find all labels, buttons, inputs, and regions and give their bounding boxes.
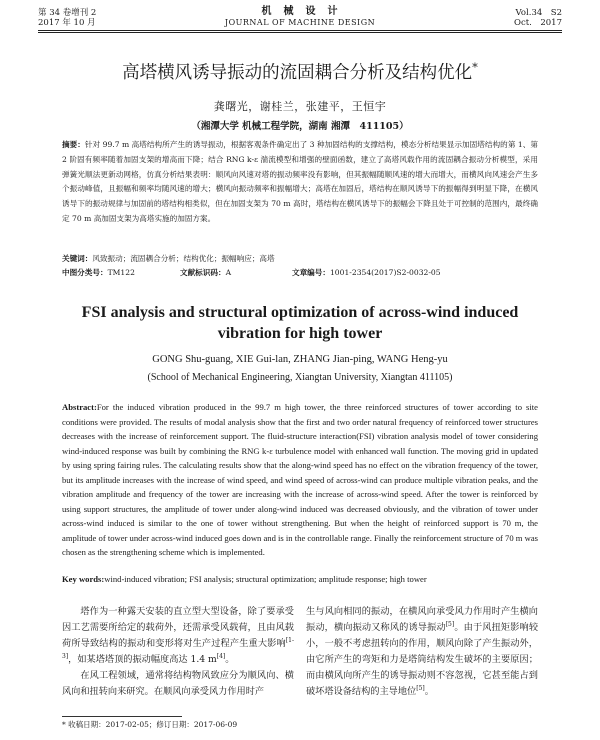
keywords-en xyxy=(62,572,538,587)
doccode-value: A xyxy=(225,268,232,277)
body-col2-p1-tail: 。 xyxy=(424,686,434,697)
authors-cn: 龚曙光，谢桂兰，张建平，王恒宇 xyxy=(213,100,387,113)
header-date-en: Oct. 2017 xyxy=(514,18,562,28)
body-col2-p1-text: 生与风向相同的振动，在横风向承受风力作用时产生横向振动，横向振动又称风的诱导振动 xyxy=(306,606,538,633)
body-column-1 xyxy=(62,604,294,700)
abstract-cn-label: 摘要： xyxy=(62,140,85,149)
body-col1-p1-tail: 。 xyxy=(225,654,235,665)
clc-value: TM122 xyxy=(107,268,135,277)
keywords-en-text: wind-induced vibration; FSI analysis; structural optimization; amplitude response; high tower xyxy=(104,574,427,584)
citation: [5] xyxy=(445,620,455,628)
keywords-cn-label: 关键词： xyxy=(62,254,93,263)
header-date-cn: 2017 年 10 月 xyxy=(38,18,96,28)
header-journal-cn: 机 械 设 计 xyxy=(261,6,339,17)
articleno-block xyxy=(292,268,441,277)
clc-label: 中图分类号： xyxy=(62,268,108,277)
abstract-en xyxy=(62,400,538,560)
citation: [4] xyxy=(216,652,226,660)
title-footnote-mark: * xyxy=(472,60,478,75)
paper-title-cn-text: 高塔横风诱导振动的流固耦合分析及结构优化 xyxy=(122,63,473,83)
abstract-cn-text: 针对 99.7 m 高塔结构所产生的诱导振动，根据客观条件确定出了 3 种加固结构的支撑结构，模态分析结果显示加固塔结构的第 1、第 2 阶固有频率随着加固支架的增高而下降；结合 RNG k-ε 湍流模型和增强的壁面函数，建立了高塔风载作用的流固耦合振动分析模型，采用弹簧光顺法更新动网格，仿真分析结果表明：顺风向风速对塔的振动频率没有影响，但其振幅随顺风速的增大而增大，而横风向风速会产生多个振动峰值，且振幅和频率均随风速的增大；横风向振动频率和振幅增大；高塔在加固后，塔结构在顺风诱导下的振幅得到明显下降，在横风诱导下的振动规律与加固前的塔结构相类似，但在加固支架为 70 m 高时，塔结构在横风诱导下的振幅会下降且处于可控制的范围内，最终确定 70 m 高加固支架为高塔实施的加固方案。 xyxy=(62,140,539,223)
footnote-rule xyxy=(62,716,182,717)
abstract-en-label: Abstract: xyxy=(62,402,97,412)
header-rule xyxy=(38,30,562,31)
body-col1-paragraph-1 xyxy=(62,604,294,668)
header-volume-cn: 第 34 卷增刊 2 xyxy=(38,8,97,18)
body-col1-p1-text: 塔作为一种露天安装的直立型大型设备，除了要承受因工艺需要所给定的载荷外，还需承受风载荷，且由风载荷所导致结构的振动和变形将对生产过程产生重大影响 xyxy=(62,606,294,649)
articleno-value: 1001-2354(2017)S2-0032-05 xyxy=(329,268,441,277)
abstract-en-text: For the induced vibration produced in the 99.7 m high tower, the three reinforced structures of tower according to site conditions were provided. The results of modal analysis show that the first and two order natural frequency of reinforced tower structures decreases with the increase of reinforcement support. The fluid-structure interaction(FSI) vibration analysis model of tower considering wind-induced response was built by combining the RNG k-ε turbulence model with enhanced wall function. The moving grid in updated by using spring fairing rules. The calculating results show that the along-wind speed has no effect on the vibration frequency of the tower, but its amplitude increases with the increase of wind speed, and wind speed of across-wind can produce multiple vibration peaks, and the vibration amplitude and frequency of the tower are increasing with the increase of across-wind speed. After the tower is reinforced by using support structures, the amplitude of tower under along-wind induced was decreased obviously, and the vibration of tower under across-wind induced is similar to the one of tower without strengthening. But when the height of reinforced support is 70 m, the amplitude of tower under across-wind induced goes down and is in the controllable range. Finally the reinforcement structure of 70 m was chosen as the strengthening scheme which is implemented. xyxy=(62,402,538,557)
body-column-2 xyxy=(306,604,538,700)
body-col2-paragraph-1 xyxy=(306,604,538,700)
header-volume-en: Vol.34 S2 xyxy=(515,8,562,18)
keywords-cn xyxy=(62,252,538,267)
paper-title-en-line-2: vibration for high tower xyxy=(217,325,383,342)
doccode-label: 文献标识码： xyxy=(180,268,226,277)
paper-title-cn xyxy=(0,62,600,84)
footnote-received: * 收稿日期：2017-02-05；修订日期：2017-06-09 xyxy=(62,720,238,729)
body-col2-p1-b: 。由于风扭矩影响较小，一般不考虑扭转向的作用，顺风向除了产生振动外，由它所产生的弯矩和力是塔筒结构发生破坏的主要原因；而由横风向所产生的诱导振动则不容忽视，它甚至能占到破坏塔设备结构的主导地位 xyxy=(306,622,539,697)
affiliation-cn: （湘潭大学 机械工程学院，湖南 湘潭 411105） xyxy=(191,121,409,132)
abstract-cn xyxy=(62,138,538,227)
paper-title-en-line-1: FSI analysis and structural optimization of across-wind induced xyxy=(81,304,519,321)
body-col1-paragraph-2: 在风工程领域，通常将结构物风致应分为顺风向、横风向和扭转向来研究。在顺风向承受风力作用时产 xyxy=(62,670,294,697)
paper-title-en xyxy=(0,302,600,344)
classification-line xyxy=(62,266,538,281)
affiliation-en: (School of Mechanical Engineering, Xiangtan University, Xiangtan 411105) xyxy=(147,372,453,383)
header-rule-2 xyxy=(38,32,562,33)
keywords-en-label: Key words: xyxy=(62,574,105,584)
articleno-label: 文章编号： xyxy=(292,268,330,277)
authors-en: GONG Shu-guang, XIE Gui-lan, ZHANG Jian-ping, WANG Heng-yu xyxy=(152,354,448,365)
doccode-block xyxy=(180,266,292,281)
keywords-cn-text: 风致振动；流固耦合分析；结构优化；振幅响应；高塔 xyxy=(92,254,275,263)
header-journal-en: JOURNAL OF MACHINE DESIGN xyxy=(224,18,376,27)
citation: [5] xyxy=(416,684,425,692)
clc-block xyxy=(62,266,180,281)
body-col1-p1-end: ，如某塔塔顶的振动幅度高达 1.4 m xyxy=(68,654,217,665)
citation: [1-3] xyxy=(62,636,294,660)
